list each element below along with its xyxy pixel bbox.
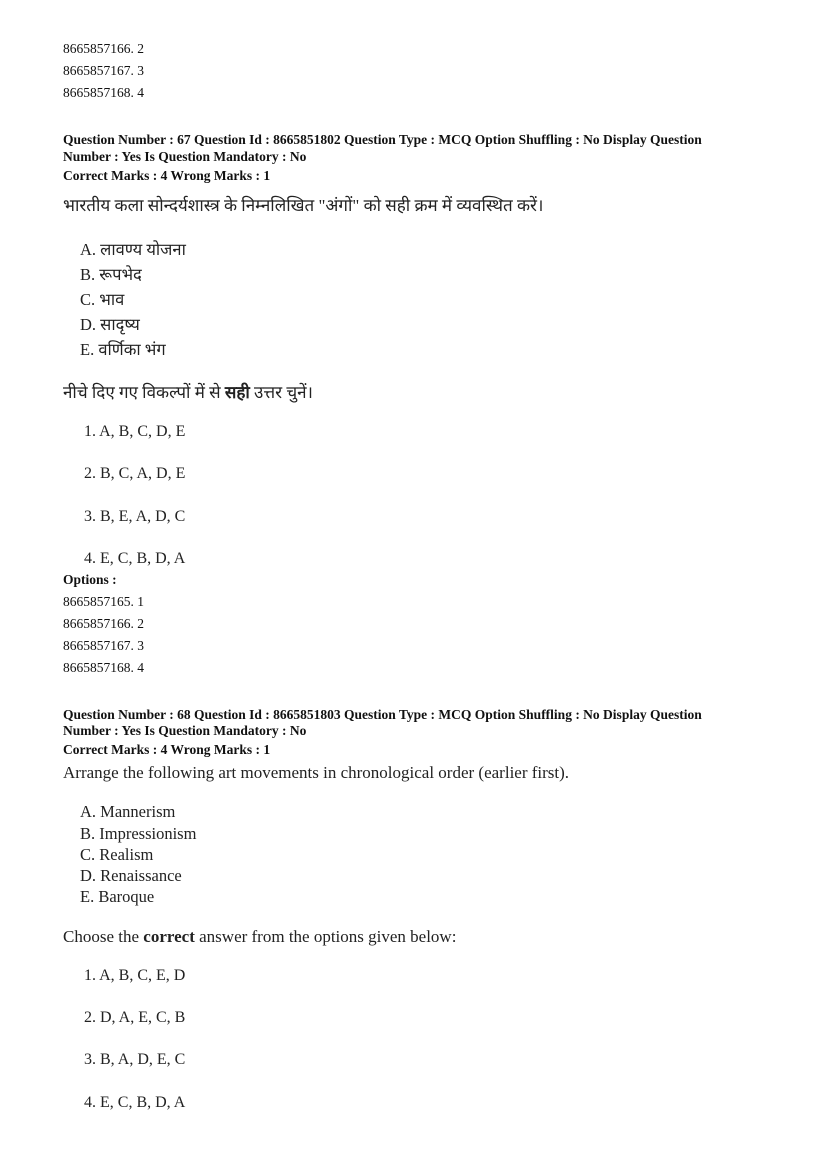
list-item: B. Impressionism	[80, 824, 197, 843]
option-id-line: 8665857168. 4	[63, 660, 144, 675]
instruction: Choose the correct answer from the options given below:	[63, 927, 457, 946]
answer-choice: 4. E, C, B, D, A	[84, 550, 186, 567]
option-id-line: 8665857166. 2	[63, 41, 144, 56]
answer-choice: 1. A, B, C, D, E	[84, 423, 186, 440]
question-header: Question Number : 68 Question Id : 8665851803 Question Type : MCQ Option Shuffling : No Display Question	[63, 707, 702, 722]
list-item: A. Mannerism	[80, 802, 176, 821]
list-item: D. Renaissance	[80, 866, 182, 885]
question-stem: भारतीय कला सोन्दर्यशास्त्र के निम्नलिखित "अंगों" को सही क्रम में व्यवस्थित करें।	[63, 196, 544, 215]
option-id-line: 8665857167. 3	[63, 638, 144, 653]
option-id-line: 8665857166. 2	[63, 616, 144, 631]
list-item: C. Realism	[80, 845, 154, 864]
answer-choice: 1. A, B, C, E, D	[84, 967, 186, 984]
list-item: C. भाव	[80, 290, 125, 309]
instruction: नीचे दिए गए विकल्पों में से सही उत्तर चुनें।	[63, 383, 313, 402]
option-id-line: 8665857165. 1	[63, 594, 144, 609]
list-item: E. Baroque	[80, 887, 155, 906]
option-id-line: 8665857167. 3	[63, 63, 144, 78]
question-header-cont: Number : Yes Is Question Mandatory : No	[63, 723, 307, 738]
answer-choice: 2. B, C, A, D, E	[84, 465, 186, 482]
answer-choice: 2. D, A, E, C, B	[84, 1009, 186, 1026]
option-id-line: 8665857168. 4	[63, 85, 144, 100]
question-marks: Correct Marks : 4 Wrong Marks : 1	[63, 168, 271, 183]
answer-choice: 3. B, E, A, D, C	[84, 508, 186, 525]
answer-choice: 3. B, A, D, E, C	[84, 1051, 186, 1068]
options-label: Options :	[63, 572, 117, 587]
question-header: Question Number : 67 Question Id : 8665851802 Question Type : MCQ Option Shuffling : No Display Question	[63, 132, 702, 147]
question-marks: Correct Marks : 4 Wrong Marks : 1	[63, 742, 271, 757]
list-item: D. सादृष्य	[80, 315, 140, 334]
list-item: E. वर्णिका भंग	[80, 340, 166, 359]
list-item: B. रूपभेद	[80, 265, 142, 284]
question-stem: Arrange the following art movements in chronological order (earlier first).	[63, 763, 570, 782]
answer-choice: 4. E, C, B, D, A	[84, 1094, 186, 1111]
list-item: A. लावण्य योजना	[80, 240, 186, 259]
question-header-cont: Number : Yes Is Question Mandatory : No	[63, 149, 307, 164]
